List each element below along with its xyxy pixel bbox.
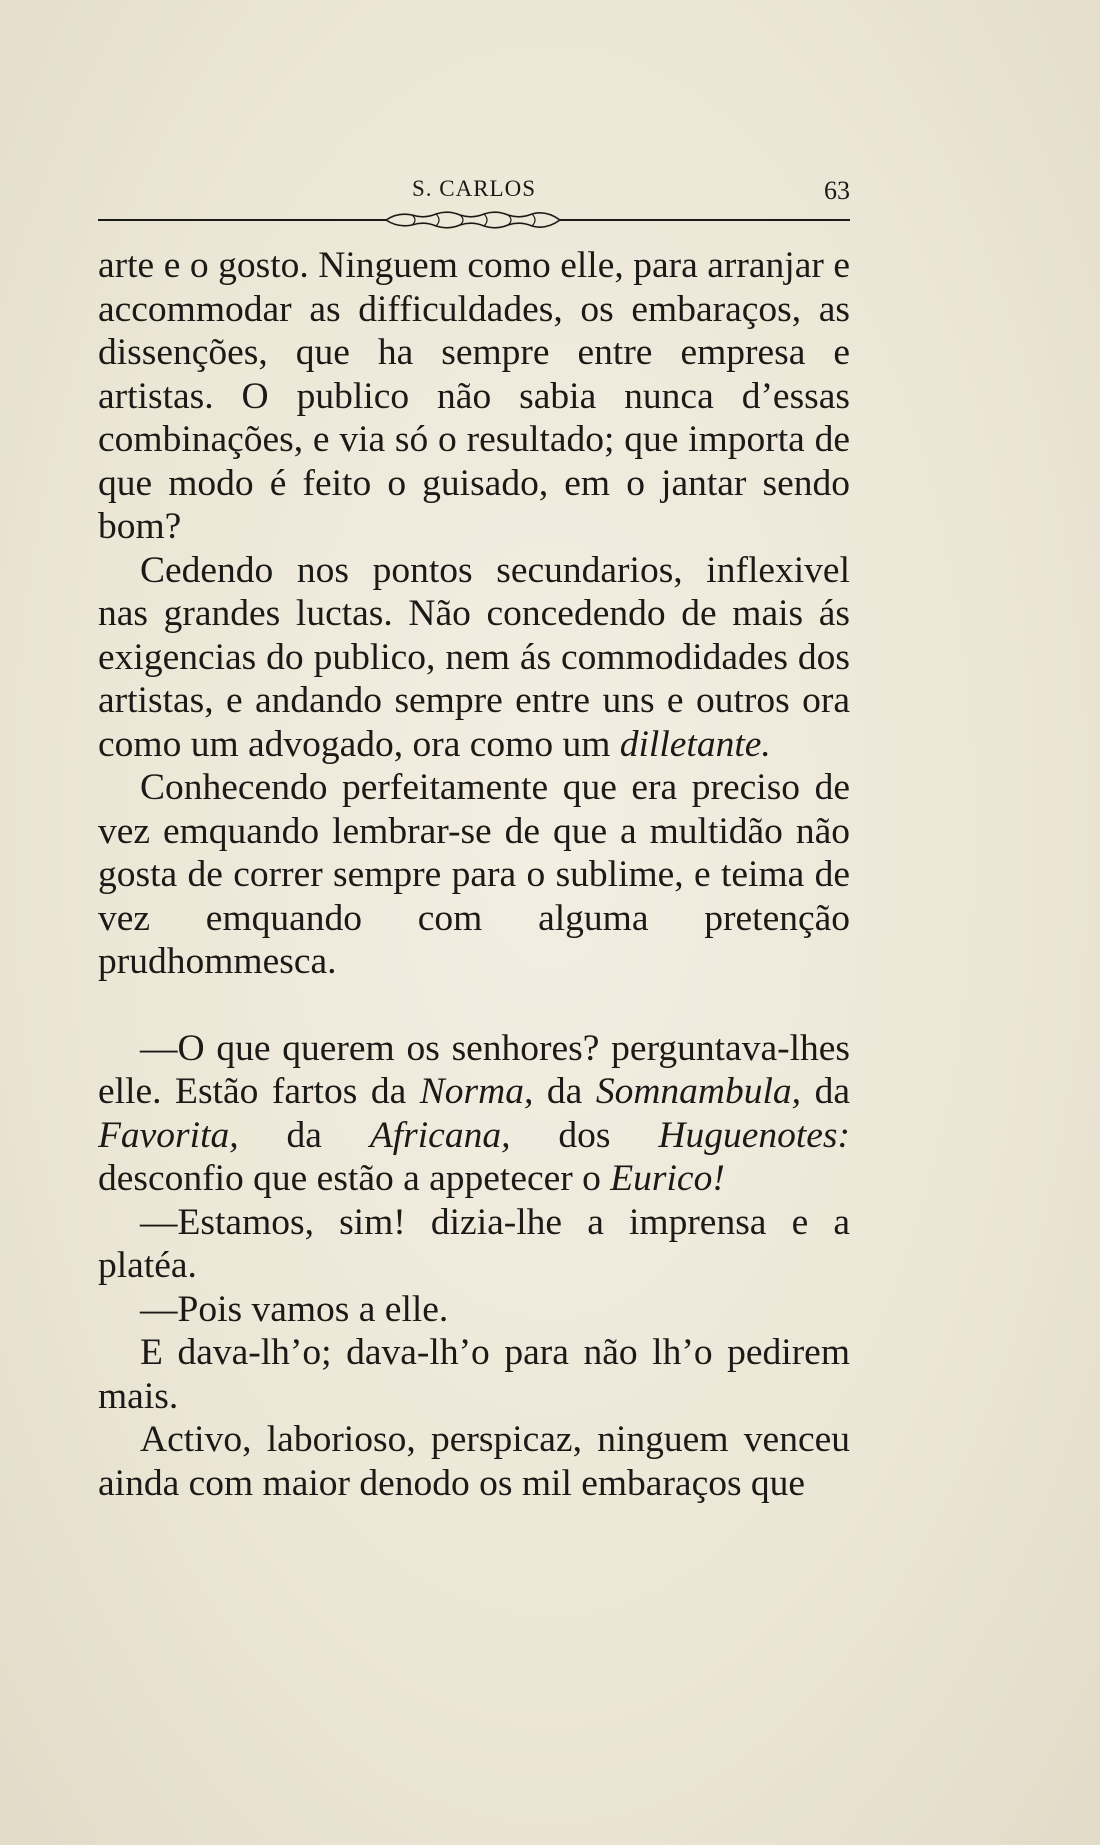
text-run: da [238,1114,370,1156]
text-run: Activo, laborioso, perspicaz, ninguem venceu ainda com maior denodo os mil embaraços que [98,1419,850,1504]
italic-text: Somnambula, [595,1071,802,1112]
text-run: —Pois vamos a elle. [140,1288,449,1330]
text-run: da [533,1071,596,1112]
paragraph [98,1288,850,1332]
paragraph [98,1418,850,1505]
text-run: E dava-lh’o; dava-lh’o para não lh’o pedirem mais. [98,1332,850,1417]
paragraph [98,1201,850,1288]
paragraph [98,1331,850,1418]
text-run: arte e o gosto. Ninguem como elle, para arranjar e accommodar as difficuldades, os embaraços, as dissenções, que ha sempre entre empresa e artistas. O publico não sabia nunca d’essas combinações, e via só o resultado; que importa de que modo é feito o guisado, em o jantar sendo bom? [98,245,850,547]
italic-text: Favorita, [98,1114,239,1156]
italic-text: dilletante. [619,723,771,765]
text-run: da [801,1071,850,1112]
paragraph [98,549,850,767]
text-run: dos [510,1114,659,1156]
italic-text: Eurico! [610,1158,725,1199]
paragraph [98,1027,850,1201]
italic-text: Norma, [419,1071,534,1112]
body-text [98,244,850,1505]
paragraph [98,244,850,549]
italic-text: Africana, [369,1114,511,1156]
running-title: S. CARLOS [411,176,537,201]
text-run: Cedendo nos pontos secundarios, inflexivel nas grandes luctas. Não concedendo de mais ás exigencias do publico, nem ás commodidades dos artistas, e andando sempre entre uns e outros ora como um advogado, ora como um [98,549,850,765]
text-run: desconfio que estão a appetecer o [98,1158,611,1199]
paragraph-gap [98,984,850,1027]
text-run: Conhecendo perfeitamente que era preciso de vez emquando lembrar-se de que a multidão não gosta de correr sempre para o sublime, e teima de vez emquando com alguma pretenção prudhommesca. [98,767,850,982]
text-run: —O que querem os senhores? perguntava-lhes elle. Estão fartos da [98,1027,850,1112]
paragraph [98,766,850,984]
italic-text: Huguenotes: [658,1114,850,1156]
running-head [98,176,850,206]
ornamental-rule-icon [98,210,850,234]
page-number: 63 [824,176,850,205]
text-run: —Estamos, sim! dizia-lhe a imprensa e a platéa. [98,1201,850,1286]
